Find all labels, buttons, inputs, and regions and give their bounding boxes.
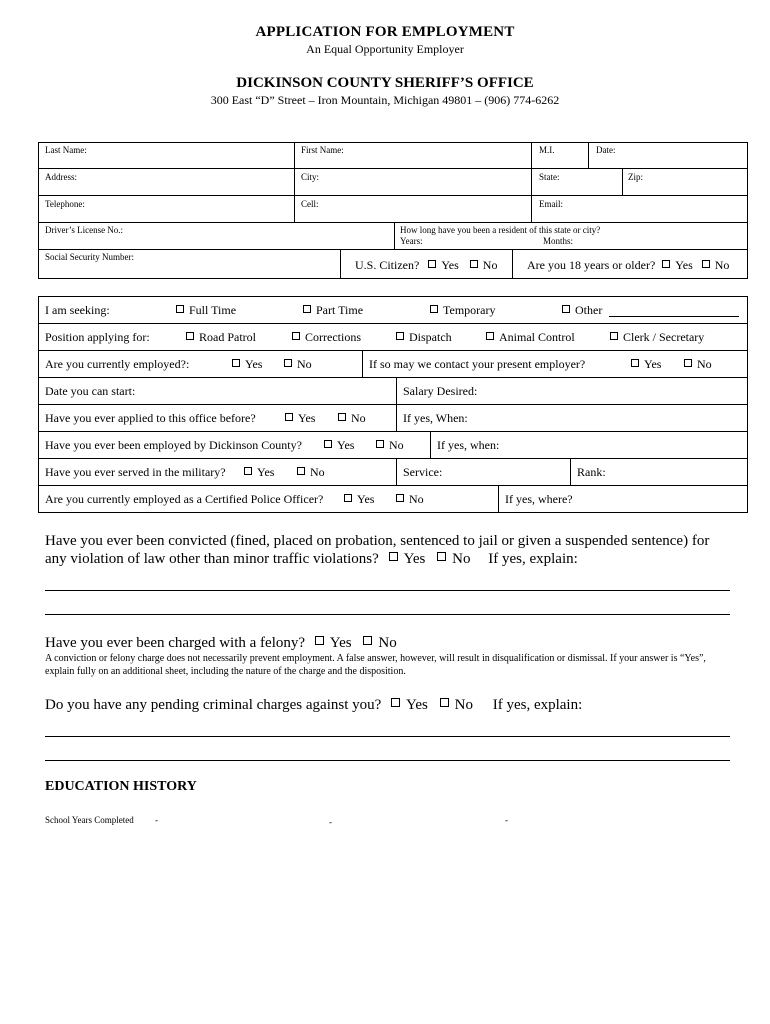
address-field[interactable]: Address:	[45, 172, 77, 182]
telephone-field[interactable]: Telephone:	[45, 199, 85, 209]
convicted-explain-line-2[interactable]	[45, 614, 730, 615]
temporary-checkbox[interactable]: Temporary	[430, 303, 495, 317]
state-field[interactable]: State:	[539, 172, 560, 182]
dispatch-checkbox[interactable]: Dispatch	[396, 330, 452, 344]
zip-field[interactable]: Zip:	[628, 172, 643, 182]
military-question: Have you ever served in the military?	[45, 465, 226, 479]
checkbox-icon	[338, 413, 346, 421]
form-title: APPLICATION FOR EMPLOYMENT	[255, 24, 515, 40]
months-field[interactable]: Months:	[543, 236, 574, 246]
convicted-question-line1: Have you ever been convicted (fined, placed on probation, sentenced to jail or given a suspended sentence) for	[45, 533, 710, 549]
checkbox-icon	[315, 636, 324, 645]
checkbox-icon	[324, 440, 332, 448]
ssn-field[interactable]: Social Security Number:	[45, 252, 134, 262]
other-input[interactable]	[609, 316, 739, 317]
felony-note: A conviction or felony charge does not necessarily prevent employment. A false answer, however, will result in disqualification or dismissal. If your answer is “Yes”, explain fully on an additional sheet, including the nature of the charge and the disposition.	[45, 653, 706, 677]
city-field[interactable]: City:	[301, 172, 320, 182]
school-years-dash-3: -	[505, 815, 508, 825]
county-question: Have you ever been employed by Dickinson County?	[45, 438, 302, 452]
checkbox-icon	[470, 260, 478, 268]
checkbox-icon	[391, 698, 400, 707]
salary-field[interactable]: Salary Desired:	[403, 384, 478, 398]
convicted-question-line2: any violation of law other than minor traffic violations? Yes No If yes, explain:	[45, 551, 578, 567]
checkbox-icon	[363, 636, 372, 645]
checkbox-icon	[662, 260, 670, 268]
checkbox-icon	[437, 552, 446, 561]
checkbox-icon	[232, 359, 240, 367]
mi-field[interactable]: M.I.	[539, 145, 555, 155]
checkbox-icon	[430, 305, 438, 313]
convicted-no-checkbox[interactable]: No	[437, 551, 470, 567]
other-checkbox[interactable]: Other	[562, 303, 602, 317]
seeking-label: I am seeking:	[45, 303, 110, 317]
school-years-dash-2: -	[329, 817, 332, 827]
checkbox-icon	[244, 467, 252, 475]
contact-no-checkbox[interactable]: No	[684, 357, 712, 371]
pending-explain-line-2[interactable]	[45, 760, 730, 761]
checkbox-icon	[285, 413, 293, 421]
email-field[interactable]: Email:	[539, 199, 563, 209]
checkbox-icon	[396, 494, 404, 502]
checkbox-icon	[396, 332, 404, 340]
org-name: DICKINSON COUNTY SHERIFF’S OFFICE	[236, 75, 534, 91]
checkbox-icon	[376, 440, 384, 448]
military-no-checkbox[interactable]: No	[297, 465, 325, 479]
first-name-field[interactable]: First Name:	[301, 145, 344, 155]
checkbox-icon	[562, 305, 570, 313]
officer-where-field[interactable]: If yes, where?	[505, 492, 573, 506]
form-subtitle: An Equal Opportunity Employer	[306, 42, 464, 56]
employed-no-checkbox[interactable]: No	[284, 357, 312, 371]
felony-no-checkbox[interactable]: No	[363, 635, 396, 651]
pending-no-checkbox[interactable]: No	[440, 697, 473, 713]
contact-employer-question: If so may we contact your present employer?	[369, 357, 586, 371]
checkbox-icon	[186, 332, 194, 340]
animal-control-checkbox[interactable]: Animal Control	[486, 330, 575, 344]
convicted-yes-checkbox[interactable]: Yes	[389, 551, 426, 567]
checkbox-icon	[440, 698, 449, 707]
citizen-yes-checkbox[interactable]: Yes	[428, 258, 458, 272]
county-yes-checkbox[interactable]: Yes	[324, 438, 354, 452]
checkbox-icon	[631, 359, 639, 367]
service-field[interactable]: Service:	[403, 465, 443, 479]
cell-field[interactable]: Cell:	[301, 199, 319, 209]
officer-no-checkbox[interactable]: No	[396, 492, 424, 506]
convicted-explain-line-1[interactable]	[45, 590, 730, 591]
clerk-secretary-checkbox[interactable]: Clerk / Secretary	[610, 330, 704, 344]
employed-yes-checkbox[interactable]: Yes	[232, 357, 262, 371]
corrections-checkbox[interactable]: Corrections	[292, 330, 361, 344]
checkbox-icon	[303, 305, 311, 313]
applied-no-checkbox[interactable]: No	[338, 411, 366, 425]
full-time-checkbox[interactable]: Full Time	[176, 303, 236, 317]
county-no-checkbox[interactable]: No	[376, 438, 404, 452]
citizen-question: U.S. Citizen? Yes No	[355, 258, 498, 272]
checkbox-icon	[428, 260, 436, 268]
resident-question: How long have you been a resident of this state or city?	[400, 225, 601, 235]
last-name-field[interactable]: Last Name:	[45, 145, 87, 155]
felony-question: Have you ever been charged with a felony? Yes No	[45, 635, 397, 651]
officer-question: Are you currently employed as a Certified Police Officer?	[45, 492, 324, 506]
years-field[interactable]: Years:	[400, 236, 423, 246]
org-address: 300 East “D” Street – Iron Mountain, Michigan 49801 – (906) 774-6262	[210, 93, 560, 107]
officer-yes-checkbox[interactable]: Yes	[344, 492, 374, 506]
rank-field[interactable]: Rank:	[577, 465, 606, 479]
pending-charges-question: Do you have any pending criminal charges against you? Yes No If yes, explain:	[45, 697, 583, 713]
citizen-no-checkbox[interactable]: No	[470, 258, 498, 272]
checkbox-icon	[344, 494, 352, 502]
age-question: Are you 18 years or older? Yes No	[527, 258, 730, 272]
age-no-checkbox[interactable]: No	[702, 258, 730, 272]
felony-yes-checkbox[interactable]: Yes	[315, 635, 352, 651]
pending-explain-line-1[interactable]	[45, 736, 730, 737]
education-heading: EDUCATION HISTORY	[45, 779, 197, 794]
checkbox-icon	[284, 359, 292, 367]
checkbox-icon	[176, 305, 184, 313]
checkbox-icon	[684, 359, 692, 367]
checkbox-icon	[486, 332, 494, 340]
county-when-field[interactable]: If yes, when:	[437, 438, 500, 452]
drivers-license-field[interactable]: Driver’s License No.:	[45, 225, 124, 235]
road-patrol-checkbox[interactable]: Road Patrol	[186, 330, 256, 344]
employed-question: Are you currently employed?:	[45, 357, 190, 371]
checkbox-icon	[389, 552, 398, 561]
applying-label: Position applying for:	[45, 330, 150, 344]
checkbox-icon	[297, 467, 305, 475]
checkbox-icon	[702, 260, 710, 268]
school-years-label: School Years Completed	[45, 815, 134, 825]
applied-yes-checkbox[interactable]: Yes	[285, 411, 315, 425]
part-time-checkbox[interactable]: Part Time	[303, 303, 363, 317]
applied-question: Have you ever applied to this office before?	[45, 411, 256, 425]
age-yes-checkbox[interactable]: Yes	[662, 258, 692, 272]
pending-yes-checkbox[interactable]: Yes	[391, 697, 428, 713]
start-date-field[interactable]: Date you can start:	[45, 384, 136, 398]
date-field[interactable]: Date:	[596, 145, 616, 155]
military-yes-checkbox[interactable]: Yes	[244, 465, 274, 479]
checkbox-icon	[610, 332, 618, 340]
school-years-dash-1: -	[155, 815, 158, 825]
applied-when-field[interactable]: If yes, When:	[403, 411, 468, 425]
contact-yes-checkbox[interactable]: Yes	[631, 357, 661, 371]
checkbox-icon	[292, 332, 300, 340]
